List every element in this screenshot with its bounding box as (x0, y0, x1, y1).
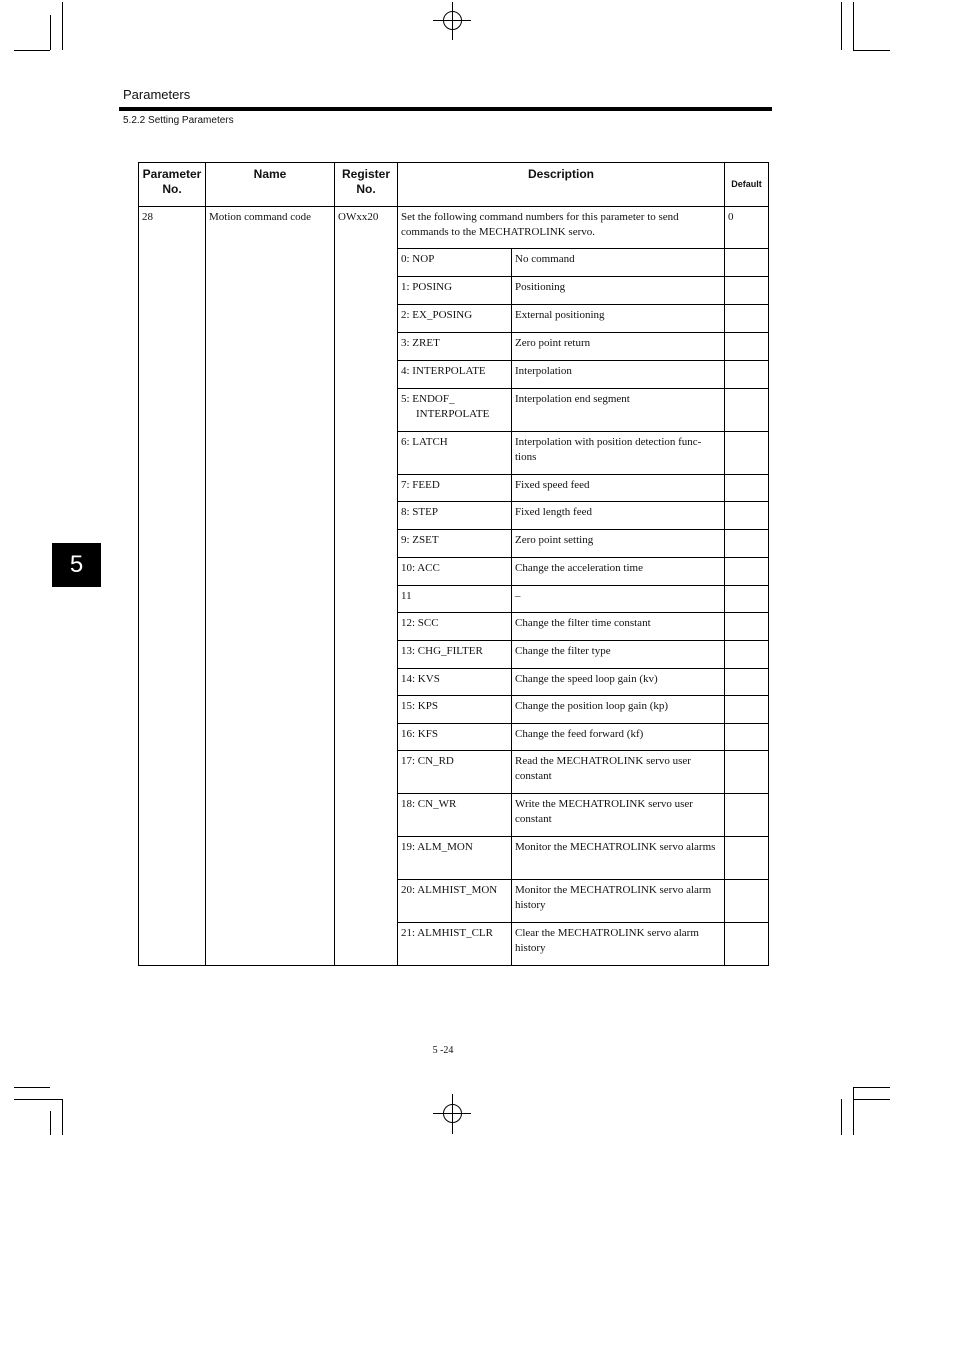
command-code: 9: ZSET (401, 534, 439, 546)
command-description-cell: No command (512, 249, 725, 277)
command-default-cell (725, 432, 769, 475)
command-default-cell (725, 305, 769, 333)
command-code-cell (398, 530, 512, 558)
command-code: 10: ACC (401, 562, 440, 574)
command-code-cell (398, 880, 512, 923)
command-default-cell (725, 475, 769, 502)
command-default-cell (725, 277, 769, 305)
header-rule (119, 107, 772, 111)
command-code: 0: NOP (401, 253, 435, 265)
command-description-cell: Monitor the MECHATROLINK servo alarm history (512, 880, 725, 923)
description-intro-cell: Set the following command numbers for this parameter to send commands to the MECHATROLINK servo. (398, 207, 725, 249)
command-description-cell: Fixed length feed (512, 502, 725, 530)
command-default-cell (725, 837, 769, 880)
command-code: 2: EX_POSING (401, 309, 473, 321)
command-default-cell (725, 923, 769, 966)
command-default-cell (725, 641, 769, 669)
command-code: 5: ENDOF_ (401, 393, 455, 405)
chapter-tab: 5 (52, 543, 101, 587)
command-code: 15: KPS (401, 700, 438, 712)
col-header-description: Description (398, 163, 725, 207)
command-code-continued: INTERPOLATE (416, 408, 490, 420)
param-no-cell: 28 (139, 207, 206, 966)
register-no-cell: OWxx20 (335, 207, 398, 966)
section-title: Parameters (123, 87, 191, 102)
command-description-cell: Change the feed forward (kf) (512, 724, 725, 751)
command-description-cell: Zero point return (512, 333, 725, 361)
command-code: 16: KFS (401, 728, 438, 740)
table-row (139, 207, 769, 249)
command-default-cell (725, 361, 769, 389)
command-default-cell (725, 880, 769, 923)
command-code-cell (398, 923, 512, 966)
col-header-default: Default (725, 163, 769, 207)
command-description-cell: Change the filter type (512, 641, 725, 669)
command-default-cell (725, 586, 769, 613)
command-code-cell (398, 249, 512, 277)
command-default-cell (725, 389, 769, 432)
default-cell: 0 (725, 207, 769, 249)
command-description-cell: Monitor the MECHATROLINK servo alarms (512, 837, 725, 880)
command-description-cell: Read the MECHATROLINK servo user constant (512, 751, 725, 794)
command-code-cell (398, 305, 512, 333)
command-code: 21: ALMHIST_CLR (401, 927, 493, 939)
command-code-cell (398, 724, 512, 751)
parameter-table (138, 162, 769, 966)
command-description-cell: Write the MECHATROLINK servo user constant (512, 794, 725, 837)
command-code: 17: CN_RD (401, 755, 454, 767)
command-code: 1: POSING (401, 281, 453, 293)
command-description-cell: Fixed speed feed (512, 475, 725, 502)
command-code: 3: ZRET (401, 337, 440, 349)
command-code-cell (398, 837, 512, 880)
table-header-row (139, 163, 769, 207)
command-default-cell (725, 558, 769, 586)
command-default-cell (725, 333, 769, 361)
command-default-cell (725, 613, 769, 641)
command-default-cell (725, 696, 769, 724)
command-code: 7: FEED (401, 479, 440, 491)
command-code-cell (398, 277, 512, 305)
command-code-cell (398, 696, 512, 724)
command-code: 19: ALM_MON (401, 841, 473, 853)
command-code-cell (398, 613, 512, 641)
command-default-cell (725, 751, 769, 794)
command-code: 11 (401, 590, 412, 602)
command-code-cell (398, 361, 512, 389)
command-description-cell: Clear the MECHATROLINK servo alarm history (512, 923, 725, 966)
command-code-cell (398, 475, 512, 502)
command-default-cell (725, 502, 769, 530)
command-code-cell (398, 586, 512, 613)
command-code: 6: LATCH (401, 436, 448, 448)
command-description-cell: External positioning (512, 305, 725, 333)
command-code-cell (398, 669, 512, 696)
command-default-cell (725, 530, 769, 558)
command-description-cell: Interpolation (512, 361, 725, 389)
command-code: 4: INTERPOLATE (401, 365, 486, 377)
command-code-cell (398, 641, 512, 669)
command-description-cell: Change the filter time constant (512, 613, 725, 641)
command-description-cell: Change the position loop gain (kp) (512, 696, 725, 724)
col-header-name: Name (206, 163, 335, 207)
command-description-cell: Change the acceleration time (512, 558, 725, 586)
command-code: 13: CHG_FILTER (401, 645, 483, 657)
command-code-cell (398, 432, 512, 475)
command-default-cell (725, 249, 769, 277)
command-code: 14: KVS (401, 673, 440, 685)
command-code-cell (398, 751, 512, 794)
command-code: 20: ALMHIST_MON (401, 884, 498, 896)
name-cell: Motion command code (206, 207, 335, 966)
command-code: 12: SCC (401, 617, 439, 629)
command-code-cell (398, 502, 512, 530)
command-code: 18: CN_WR (401, 798, 457, 810)
col-header-register-no: Register No. (335, 163, 398, 207)
command-default-cell (725, 669, 769, 696)
col-header-param-no: Parameter No. (139, 163, 206, 207)
command-code-cell (398, 333, 512, 361)
command-description-cell: Positioning (512, 277, 725, 305)
subsection-title: 5.2.2 Setting Parameters (123, 115, 234, 126)
command-description-cell: Interpolation end segment (512, 389, 725, 432)
command-description-cell: Change the speed loop gain (kv) (512, 669, 725, 696)
command-default-cell (725, 724, 769, 751)
command-code-cell (398, 389, 512, 432)
command-description-cell: Interpolation with position detection func-tions (512, 432, 725, 475)
command-code-cell (398, 794, 512, 837)
command-description-cell: Zero point setting (512, 530, 725, 558)
command-code-cell (398, 558, 512, 586)
page-number: 5 -24 (432, 1045, 454, 1056)
command-code: 8: STEP (401, 506, 438, 518)
command-default-cell (725, 794, 769, 837)
command-description-cell: – (512, 586, 725, 613)
